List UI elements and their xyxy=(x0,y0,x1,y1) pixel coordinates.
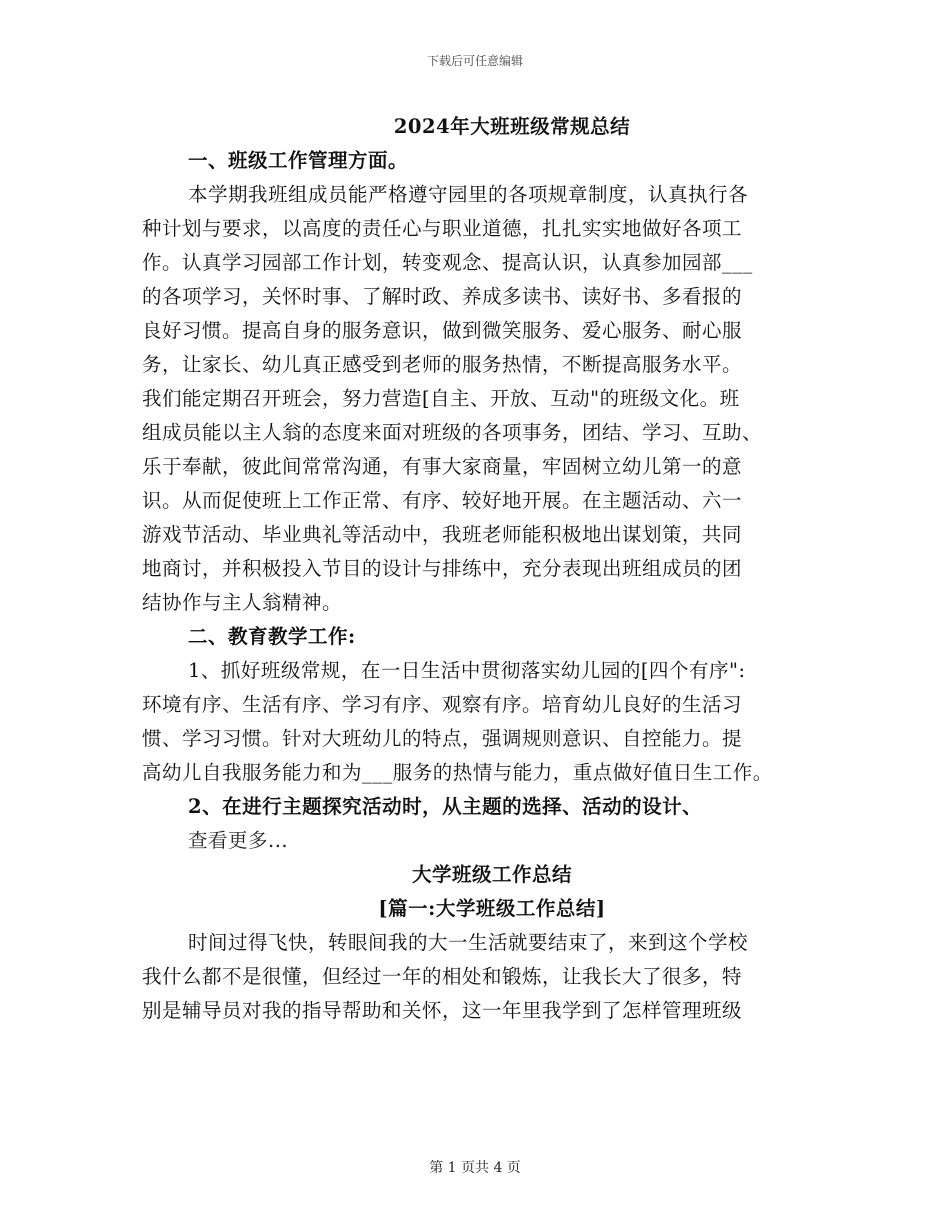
paragraph-line: 良好习惯。提高自身的服务意识，做到微笑服务、爱心服务、耐心服 xyxy=(142,319,743,342)
paragraph-line: 种计划与要求，以高度的责任心与职业道德，扎扎实实地做好各项工 xyxy=(142,217,743,240)
paragraph-line: 结协作与主人翁精神。 xyxy=(142,591,343,614)
document-body xyxy=(142,110,822,1028)
section-heading-2: 二、教育教学工作: xyxy=(188,625,356,648)
header-note: 下载后可任意编辑 xyxy=(426,54,523,68)
paragraph-line: 识。从而促使班上工作正常、有序、较好地开展。在主题活动、六一 xyxy=(142,489,743,512)
paragraph-line: 高幼儿自我服务能力和为___服务的热情与能力，重点做好值日生工作。 xyxy=(142,761,773,784)
paragraph-line: 的各项学习，关怀时事、了解时政、养成多读书、读好书、多看报的 xyxy=(142,285,743,308)
paragraph-line: 环境有序、生活有序、学习有序、观察有序。培育幼儿良好的生活习 xyxy=(142,693,743,716)
paragraph-line: 务，让家长、幼儿真正感受到老师的服务热情，不断提高服务水平。 xyxy=(142,353,743,376)
second-article-title: 大学班级工作总结 xyxy=(411,863,572,886)
paragraph-line: 我们能定期召开班会，努力营造[自主、开放、互动"的班级文化。班 xyxy=(142,387,740,410)
paragraph-line-bold: 2、在进行主题探究活动时，从主题的选择、活动的设计、 xyxy=(188,795,703,818)
see-more-link[interactable]: 查看更多... xyxy=(188,829,289,852)
second-article-subtitle: [篇一:大学班级工作总结] xyxy=(378,897,606,920)
paragraph-line: 本学期我班组成员能严格遵守园里的各项规章制度，认真执行各 xyxy=(188,183,749,206)
section-heading-1: 一、班级工作管理方面。 xyxy=(188,149,409,172)
paragraph-line: 地商讨，并积极投入节目的设计与排练中，充分表现出班组成员的团 xyxy=(142,557,743,580)
paragraph-line: 1、抓好班级常规，在一日生活中贯彻落实幼儿园的[四个有序": xyxy=(188,659,746,682)
paragraph-line: 组成员能以主人翁的态度来面对班级的各项事务，团结、学习、互助、 xyxy=(142,421,763,444)
paragraph-line: 惯、学习习惯。针对大班幼儿的特点，强调规则意识、自控能力。提 xyxy=(142,727,743,750)
paragraph-line: 时间过得飞快，转眼间我的大一生活就要结束了，来到这个学校 xyxy=(188,931,749,954)
paragraph-line: 游戏节活动、毕业典礼等活动中，我班老师能积极地出谋划策，共同 xyxy=(142,523,743,546)
paragraph-line: 别是辅导员对我的指导帮助和关怀，这一年里我学到了怎样管理班级 xyxy=(142,999,743,1022)
page-footer: 第 1 页共 4 页 xyxy=(429,1160,521,1176)
document-title: 2024年大班班级常规总结 xyxy=(393,115,631,138)
paragraph-line: 乐于奉献，彼此间常常沟通，有事大家商量，牢固树立幼儿第一的意 xyxy=(142,455,743,478)
paragraph-line: 作。认真学习园部工作计划，转变观念、提高认识，认真参加园部___ xyxy=(142,251,753,274)
paragraph-line: 我什么都不是很懂，但经过一年的相处和锻炼，让我长大了很多，特 xyxy=(142,965,743,988)
